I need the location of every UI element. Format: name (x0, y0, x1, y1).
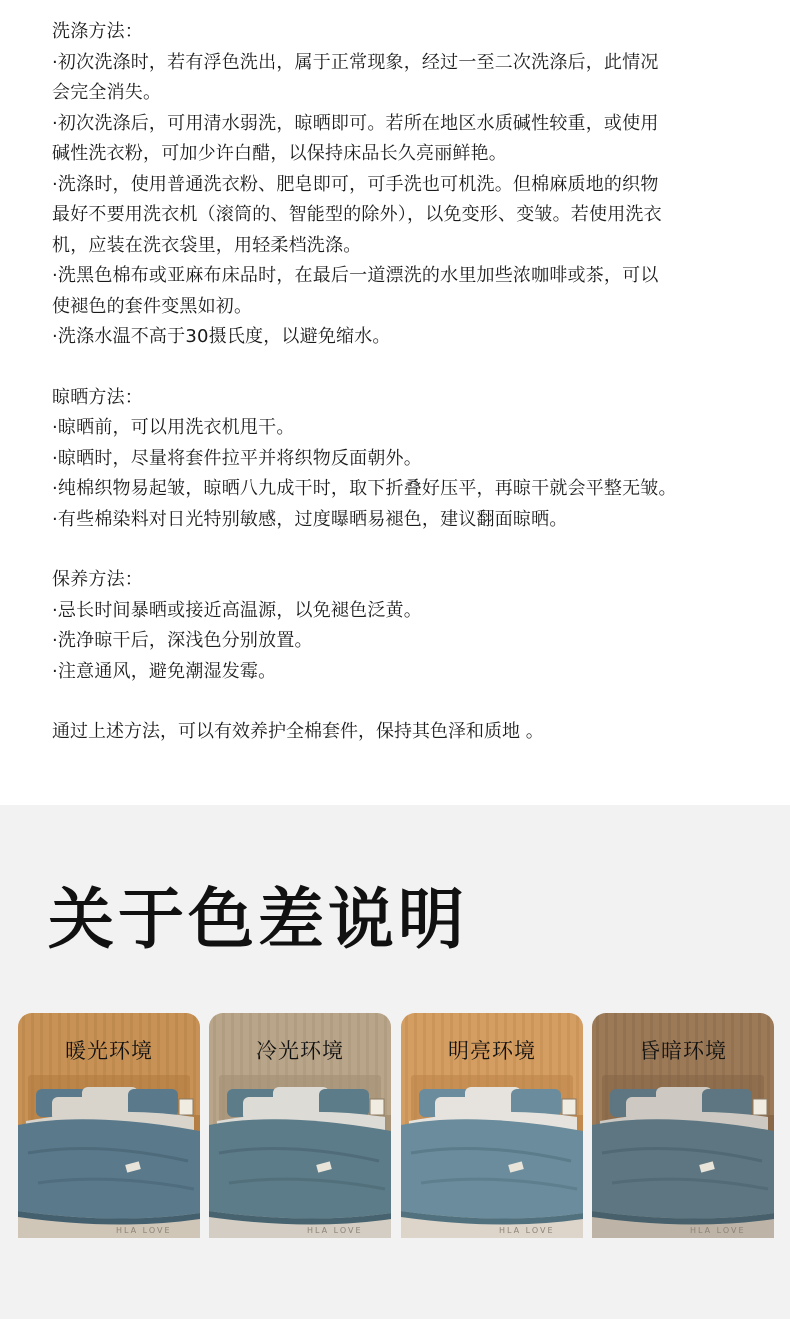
drying-list (52, 413, 750, 535)
drying-block (52, 383, 750, 536)
maintenance-block (52, 565, 750, 687)
environment-comparison-row (18, 1013, 778, 1238)
washing-line: 最好不要用洗衣机（滚筒的、智能型的除外），以免变形、变皱。若使用洗衣 (52, 204, 662, 225)
drying-line: ·纯棉织物易起皱，晾晒八九成干时，取下折叠好压平，再晾干就会平整无皱。 (52, 478, 677, 499)
washing-line: ·洗涤时，使用普通洗衣粉、肥皂即可，可手洗也可机洗。但棉麻质地的织物 (52, 173, 659, 195)
washing-line: ·初次洗涤后，可用清水弱洗，晾晒即可。若所在地区水质碱性较重，或使用 (52, 112, 659, 134)
washing-line: 碱性洗衣粉，可加少许白醋，以保持床品长久亮丽鲜艳。 (52, 143, 507, 164)
drying-heading: 晾晒方法： (52, 386, 143, 408)
washing-list (52, 48, 750, 353)
environment-card (209, 1013, 391, 1238)
maintenance-line: ·注意通风，避免潮湿发霉。 (52, 660, 277, 682)
color-difference-section (0, 805, 790, 1319)
maintenance-heading: 保养方法： (52, 569, 143, 590)
brand-mark: HLA LOVE (690, 1226, 746, 1235)
environment-label: 明亮环境 (448, 1039, 536, 1063)
environment-card (18, 1013, 200, 1238)
summary-text: 通过上述方法，可以有效养护全棉套件，保持其色泽和质地 。 (52, 721, 544, 742)
environment-label: 昏暗环境 (639, 1039, 727, 1063)
washing-heading: 洗涤方法： (52, 21, 143, 42)
drying-line: ·晾晒前，可以用洗衣机甩干。 (52, 417, 295, 438)
maintenance-list (52, 596, 750, 688)
drying-line: ·有些棉染料对日光特别敏感，过度曝晒易褪色，建议翻面晾晒。 (52, 508, 568, 530)
brand-mark: HLA LOVE (116, 1226, 172, 1235)
maintenance-line: ·忌长时间暴晒或接近高温源，以免褪色泛黄。 (52, 599, 422, 621)
environment-card (592, 1013, 774, 1238)
washing-line: ·洗涤水温不高于30摄氏度，以避免缩水。 (52, 326, 391, 347)
environment-label: 冷光环境 (256, 1039, 344, 1063)
washing-line: ·初次洗涤时，若有浮色洗出，属于正常现象，经过一至二次洗涤后，此情况 (52, 51, 659, 73)
brand-mark: HLA LOVE (499, 1226, 555, 1235)
washing-block (52, 17, 750, 353)
environment-label: 暖光环境 (65, 1039, 153, 1063)
color-difference-title: 关于色差说明 (48, 881, 468, 958)
washing-line: 会完全消失。 (52, 82, 162, 103)
washing-line: 机，应装在洗衣袋里，用轻柔档洗涤。 (52, 234, 362, 256)
drying-line: ·晾晒时，尽量将套件拉平并将织物反面朝外。 (52, 447, 422, 469)
washing-line: 使褪色的套件变黑如初。 (52, 295, 253, 317)
maintenance-line: ·洗净晾干后，深浅色分别放置。 (52, 630, 313, 651)
washing-line: ·洗黑色棉布或亚麻布床品时，在最后一道漂洗的水里加些浓咖啡或茶，可以 (52, 265, 659, 286)
brand-mark: HLA LOVE (307, 1226, 363, 1235)
environment-card (401, 1013, 583, 1238)
